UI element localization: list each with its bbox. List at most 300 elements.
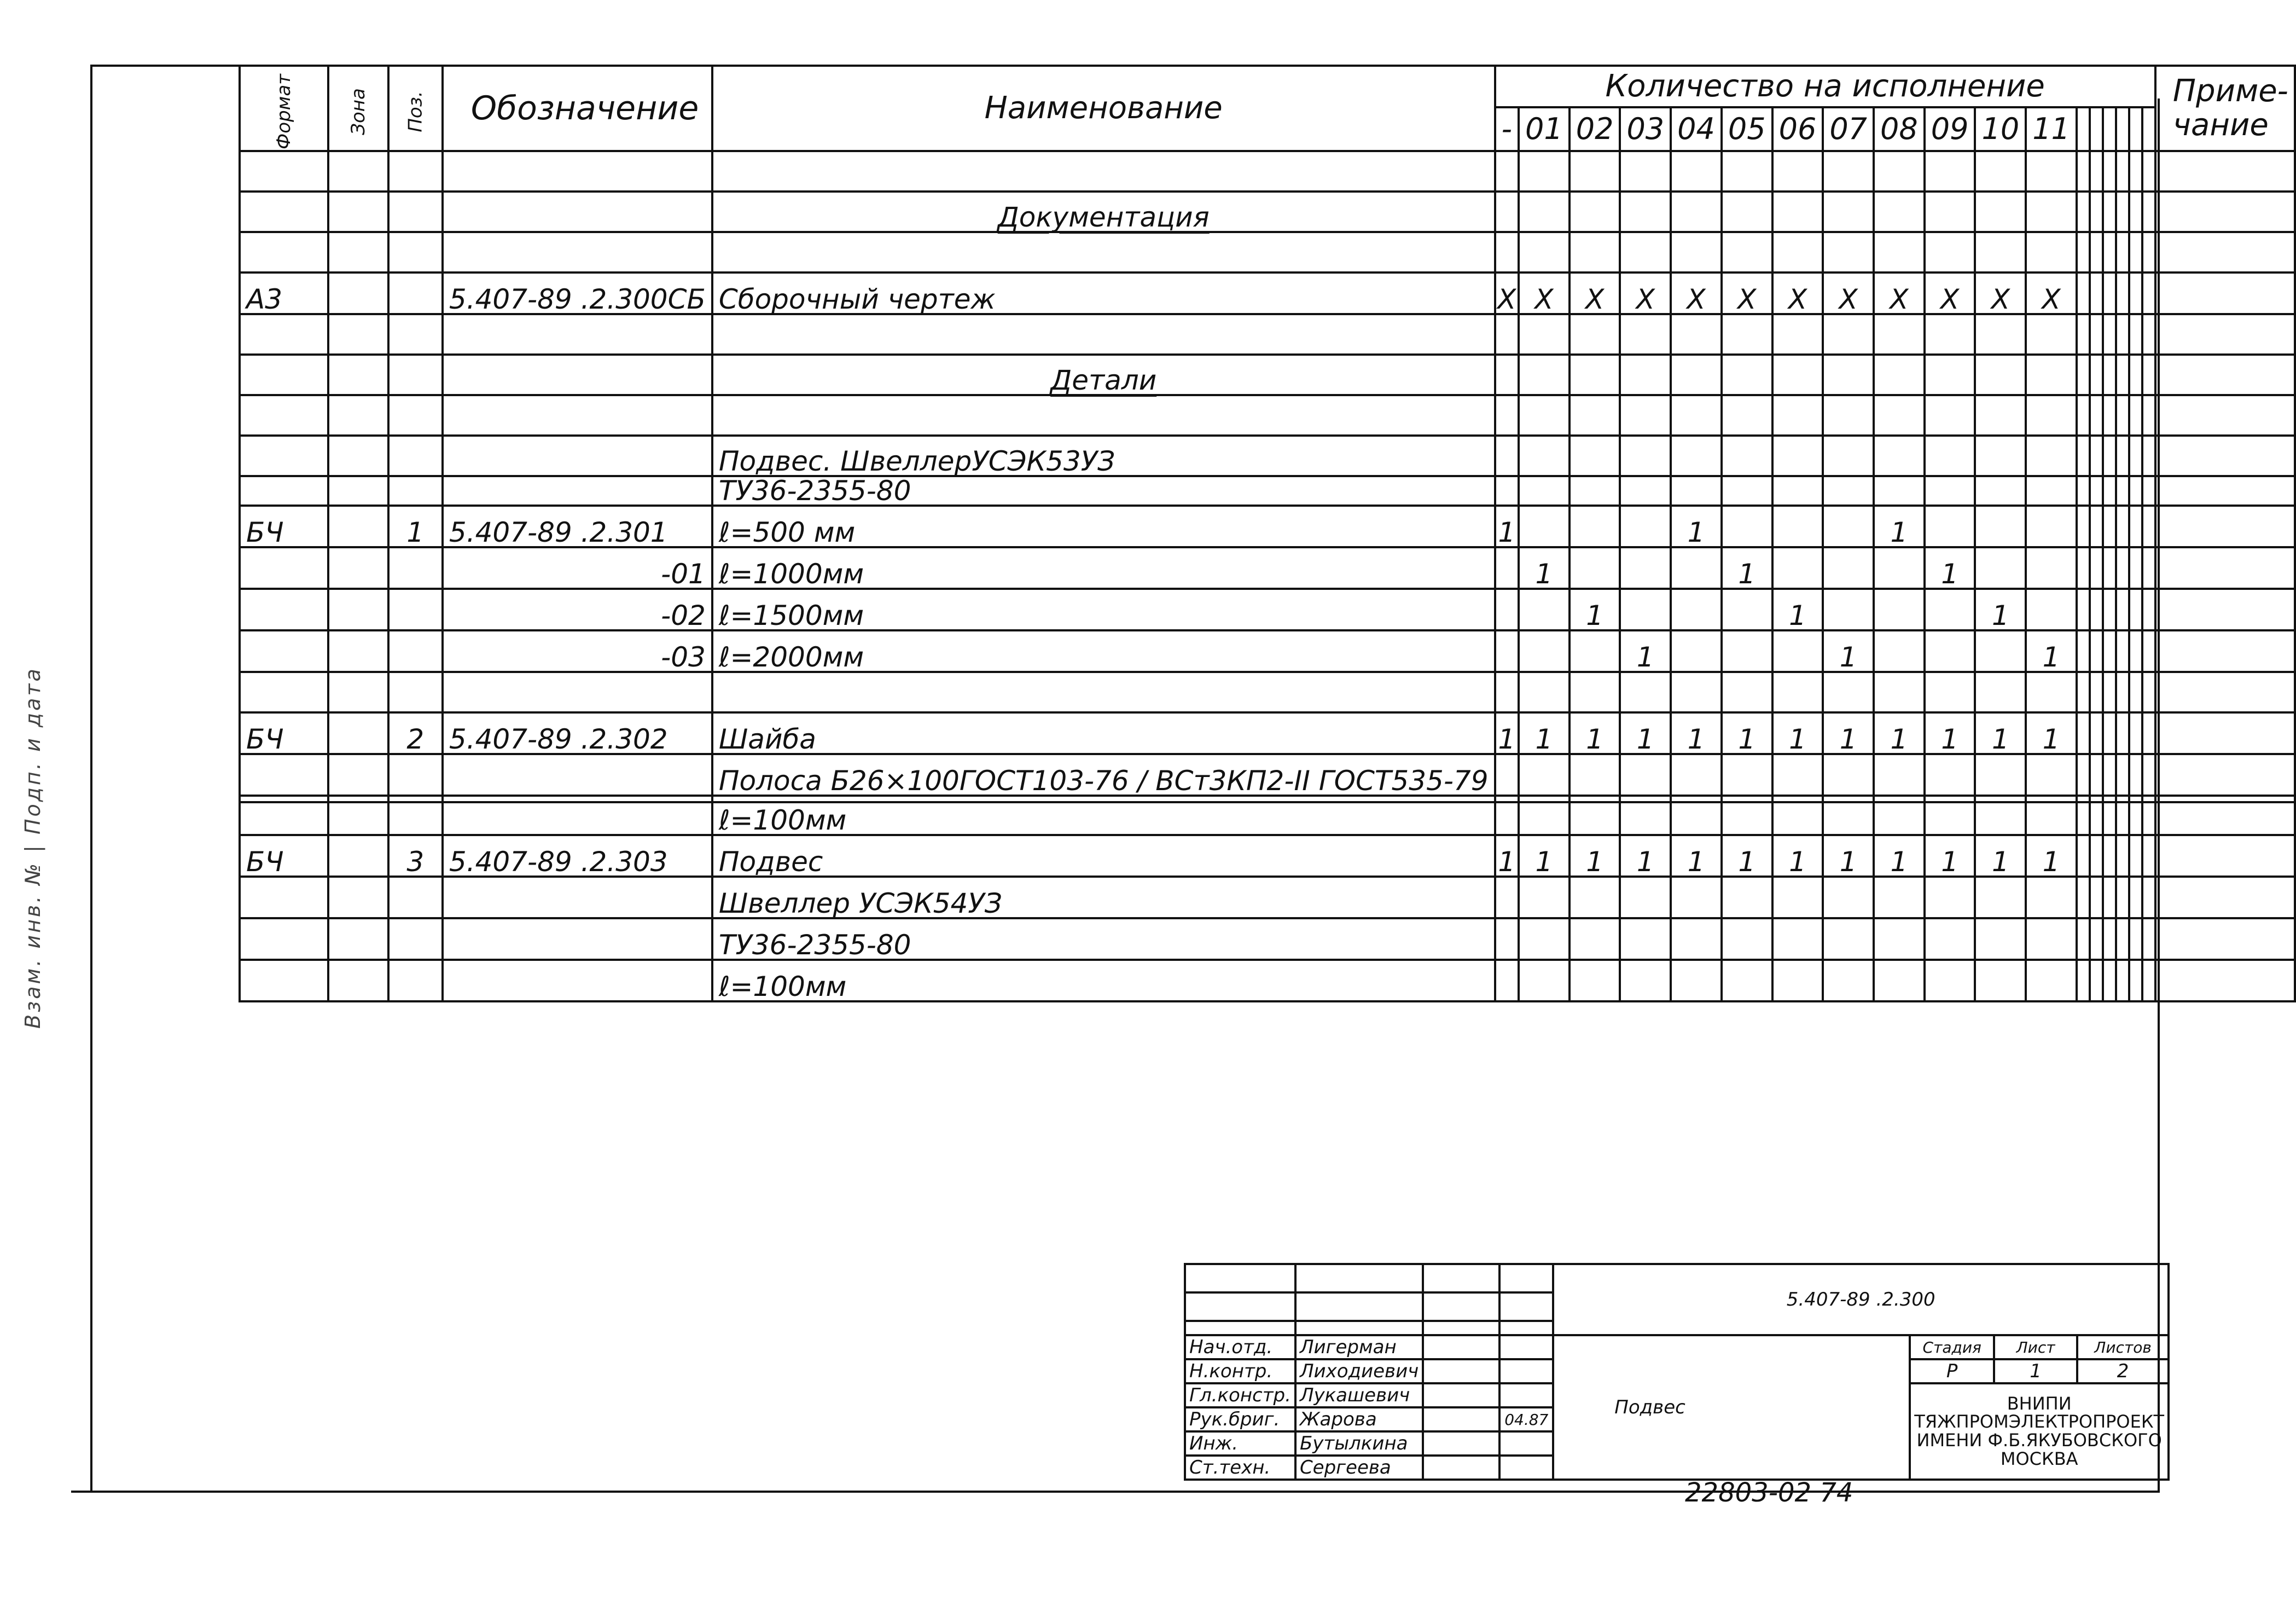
quantity-empty-cell <box>2142 436 2155 476</box>
variant-header-empty <box>2077 107 2090 151</box>
quantity-cell <box>1570 314 1620 355</box>
note-cell <box>2155 835 2295 877</box>
quantity-cell <box>1874 802 1925 835</box>
pos-cell: 1 <box>388 506 443 547</box>
designation-cell <box>443 355 712 395</box>
quantity-cell <box>1671 960 1722 1001</box>
quantity-cell <box>1975 960 2026 1001</box>
quantity-empty-cell <box>2077 589 2090 630</box>
doc-name: Подвес <box>1553 1335 1910 1480</box>
quantity-cell <box>1570 630 1620 672</box>
quantity-cell <box>1975 355 2026 395</box>
quantity-cell <box>1570 151 1620 192</box>
zone-cell <box>328 151 388 192</box>
quantity-empty-cell <box>2116 802 2129 835</box>
quantity-cell: X <box>1722 273 1772 314</box>
signer-name: Лиходиевич <box>1295 1359 1423 1383</box>
pos-cell <box>388 395 443 436</box>
quantity-empty-cell <box>2103 314 2116 355</box>
quantity-empty-cell <box>2077 232 2090 273</box>
quantity-cell <box>1772 754 1823 796</box>
quantity-cell <box>1925 960 1975 1001</box>
quantity-cell <box>1570 476 1620 506</box>
quantity-cell <box>1495 476 1519 506</box>
quantity-cell <box>1495 232 1519 273</box>
quantity-empty-cell <box>2103 712 2116 754</box>
zone-cell <box>328 232 388 273</box>
note-cell <box>2155 151 2295 192</box>
name-cell <box>712 314 1495 355</box>
quantity-cell <box>1722 630 1772 672</box>
quantity-cell: X <box>1495 273 1519 314</box>
signer-name: Жарова <box>1295 1407 1423 1431</box>
quantity-cell <box>1772 314 1823 355</box>
quantity-cell <box>1620 547 1671 589</box>
quantity-cell: 1 <box>1519 547 1570 589</box>
quantity-empty-cell <box>2142 796 2155 802</box>
quantity-cell <box>1570 192 1620 232</box>
quantity-empty-cell <box>2142 589 2155 630</box>
designation-cell: 5.407-89 .2.301 <box>443 506 712 547</box>
quantity-empty-cell <box>2103 151 2116 192</box>
quantity-cell: 1 <box>2026 630 2077 672</box>
note-cell <box>2155 960 2295 1001</box>
quantity-cell <box>1671 436 1722 476</box>
quantity-cell <box>1620 314 1671 355</box>
organization <box>1910 1383 2169 1480</box>
variant-header: 02 <box>1570 107 1620 151</box>
table-row <box>240 506 2295 547</box>
note-cell <box>2155 506 2295 547</box>
format-cell <box>240 476 328 506</box>
tb-empty <box>1499 1264 1553 1292</box>
tb-empty <box>1499 1292 1553 1321</box>
quantity-empty-cell <box>2090 796 2103 802</box>
quantity-empty-cell <box>2116 314 2129 355</box>
designation-cell <box>443 672 712 712</box>
table-row <box>240 547 2295 589</box>
quantity-cell <box>1570 232 1620 273</box>
zone-cell <box>328 547 388 589</box>
quantity-cell: 1 <box>1671 835 1722 877</box>
quantity-cell: 1 <box>1570 712 1620 754</box>
date-cell <box>1499 1359 1553 1383</box>
quantity-empty-cell <box>2077 802 2090 835</box>
quantity-cell <box>1874 232 1925 273</box>
quantity-cell <box>1823 918 1874 960</box>
quantity-cell <box>1620 436 1671 476</box>
quantity-empty-cell <box>2103 754 2116 796</box>
quantity-cell <box>1823 151 1874 192</box>
quantity-cell <box>1620 918 1671 960</box>
quantity-cell <box>1620 960 1671 1001</box>
quantity-cell: 1 <box>1975 589 2026 630</box>
header-name: Наименование <box>712 66 1495 151</box>
quantity-empty-cell <box>2129 314 2142 355</box>
table-row <box>240 960 2295 1001</box>
quantity-empty-cell <box>2129 796 2142 802</box>
designation-cell: -01 <box>443 547 712 589</box>
quantity-empty-cell <box>2103 796 2116 802</box>
quantity-cell <box>1772 232 1823 273</box>
quantity-empty-cell <box>2129 476 2142 506</box>
tb-empty <box>1499 1321 1553 1335</box>
format-cell <box>240 151 328 192</box>
quantity-cell: 1 <box>1671 506 1722 547</box>
quantity-cell <box>1823 754 1874 796</box>
note-cell <box>2155 630 2295 672</box>
quantity-cell: 1 <box>1772 589 1823 630</box>
quantity-cell: X <box>1570 273 1620 314</box>
zone-cell <box>328 395 388 436</box>
org-line3: ИМЕНИ Ф.Б.ЯКУБОВСКОГО <box>1916 1430 2162 1451</box>
quantity-cell <box>1772 151 1823 192</box>
quantity-cell <box>1722 918 1772 960</box>
quantity-cell <box>1874 395 1925 436</box>
format-cell <box>240 589 328 630</box>
quantity-cell <box>1722 877 1772 918</box>
name-cell <box>712 232 1495 273</box>
quantity-empty-cell <box>2129 754 2142 796</box>
variant-header-empty <box>2116 107 2129 151</box>
quantity-cell <box>1671 630 1722 672</box>
format-cell: БЧ <box>240 835 328 877</box>
format-cell <box>240 355 328 395</box>
name-cell: Подвес. ШвеллерУСЭК53УЗ <box>712 436 1495 476</box>
quantity-empty-cell <box>2129 355 2142 395</box>
quantity-cell <box>1772 506 1823 547</box>
format-cell <box>240 192 328 232</box>
quantity-empty-cell <box>2116 877 2129 918</box>
quantity-empty-cell <box>2090 918 2103 960</box>
quantity-cell <box>2026 436 2077 476</box>
quantity-cell <box>1874 192 1925 232</box>
stage-label: Стадия <box>1910 1335 1994 1359</box>
quantity-empty-cell <box>2129 436 2142 476</box>
format-cell <box>240 630 328 672</box>
quantity-empty-cell <box>2077 796 2090 802</box>
note-cell <box>2155 314 2295 355</box>
stage-value: Р <box>1910 1359 1994 1383</box>
quantity-empty-cell <box>2129 273 2142 314</box>
quantity-empty-cell <box>2129 960 2142 1001</box>
quantity-cell <box>1925 630 1975 672</box>
quantity-cell: 1 <box>1519 712 1570 754</box>
signer-name: Сергеева <box>1295 1456 1423 1480</box>
quantity-cell: 1 <box>1495 506 1519 547</box>
quantity-cell <box>1925 192 1975 232</box>
header-quantity-title: Количество на исполнение <box>1495 66 2155 107</box>
name-cell: ℓ=2000мм <box>712 630 1495 672</box>
note-cell <box>2155 547 2295 589</box>
quantity-cell <box>2026 754 2077 796</box>
quantity-empty-cell <box>2116 192 2129 232</box>
quantity-cell: 1 <box>1722 835 1772 877</box>
quantity-cell <box>1519 151 1570 192</box>
quantity-cell <box>1975 547 2026 589</box>
pos-cell <box>388 476 443 506</box>
quantity-cell <box>1495 754 1519 796</box>
quantity-empty-cell <box>2116 672 2129 712</box>
quantity-empty-cell <box>2116 395 2129 436</box>
quantity-cell <box>1772 918 1823 960</box>
variant-header: 03 <box>1620 107 1671 151</box>
quantity-cell <box>1823 547 1874 589</box>
quantity-cell <box>1519 436 1570 476</box>
org-line4: МОСКВА <box>2000 1448 2078 1469</box>
designation-cell <box>443 754 712 796</box>
zone-cell <box>328 476 388 506</box>
header-designation: Обозначение <box>443 66 712 151</box>
quantity-cell <box>1570 506 1620 547</box>
format-cell <box>240 754 328 796</box>
quantity-empty-cell <box>2090 712 2103 754</box>
quantity-cell <box>1519 395 1570 436</box>
name-cell <box>712 355 1495 395</box>
quantity-cell <box>1722 802 1772 835</box>
quantity-cell <box>1519 314 1570 355</box>
quantity-empty-cell <box>2116 630 2129 672</box>
quantity-cell: 1 <box>1620 630 1671 672</box>
designation-cell <box>443 395 712 436</box>
quantity-cell <box>2026 314 2077 355</box>
pos-cell <box>388 960 443 1001</box>
quantity-empty-cell <box>2116 506 2129 547</box>
quantity-cell <box>1722 960 1772 1001</box>
zone-cell <box>328 835 388 877</box>
quantity-cell <box>2026 796 2077 802</box>
table-row <box>240 476 2295 506</box>
pos-cell <box>388 796 443 802</box>
quantity-cell <box>1925 232 1975 273</box>
header-note-line2: чание <box>2172 107 2269 143</box>
tb-empty <box>1185 1321 1295 1335</box>
quantity-cell <box>1925 802 1975 835</box>
quantity-cell <box>1495 192 1519 232</box>
pos-cell <box>388 672 443 712</box>
quantity-cell <box>2026 355 2077 395</box>
quantity-empty-cell <box>2077 355 2090 395</box>
quantity-cell <box>1874 877 1925 918</box>
signer-name: Лигерман <box>1295 1335 1423 1359</box>
quantity-empty-cell <box>2090 672 2103 712</box>
quantity-empty-cell <box>2090 192 2103 232</box>
quantity-empty-cell <box>2090 314 2103 355</box>
format-cell: А3 <box>240 273 328 314</box>
format-cell <box>240 796 328 802</box>
quantity-empty-cell <box>2142 877 2155 918</box>
quantity-cell <box>1495 355 1519 395</box>
pos-cell <box>388 151 443 192</box>
quantity-cell <box>1772 802 1823 835</box>
quantity-cell <box>1495 589 1519 630</box>
signature-cell <box>1423 1407 1499 1431</box>
table-row <box>240 355 2295 395</box>
quantity-empty-cell <box>2129 802 2142 835</box>
quantity-cell <box>1823 802 1874 835</box>
quantity-empty-cell <box>2129 835 2142 877</box>
pos-cell <box>388 630 443 672</box>
quantity-cell <box>1570 918 1620 960</box>
quantity-cell <box>1671 802 1722 835</box>
table-row <box>240 192 2295 232</box>
quantity-cell <box>1874 754 1925 796</box>
quantity-empty-cell <box>2142 835 2155 877</box>
designation-cell: 5.407-89 .2.302 <box>443 712 712 754</box>
quantity-cell: 1 <box>1671 712 1722 754</box>
quantity-cell <box>1722 589 1772 630</box>
quantity-cell <box>2026 506 2077 547</box>
zone-cell <box>328 630 388 672</box>
quantity-cell <box>1671 476 1722 506</box>
quantity-cell <box>1519 960 1570 1001</box>
quantity-cell: 1 <box>1722 547 1772 589</box>
quantity-cell <box>1874 672 1925 712</box>
designation-cell <box>443 918 712 960</box>
quantity-cell: 1 <box>2026 712 2077 754</box>
quantity-cell <box>1823 877 1874 918</box>
quantity-cell <box>1823 192 1874 232</box>
note-cell <box>2155 918 2295 960</box>
quantity-cell <box>1570 672 1620 712</box>
quantity-cell <box>2026 476 2077 506</box>
quantity-cell <box>1823 476 1874 506</box>
signature-cell <box>1423 1456 1499 1480</box>
quantity-cell: 1 <box>1620 835 1671 877</box>
quantity-empty-cell <box>2077 395 2090 436</box>
quantity-cell <box>1495 672 1519 712</box>
quantity-empty-cell <box>2077 273 2090 314</box>
tb-empty <box>1295 1264 1423 1292</box>
format-cell <box>240 960 328 1001</box>
quantity-empty-cell <box>2116 712 2129 754</box>
quantity-cell <box>1671 589 1722 630</box>
quantity-cell <box>1671 672 1722 712</box>
pos-cell <box>388 754 443 796</box>
quantity-cell <box>1519 754 1570 796</box>
quantity-cell <box>1570 802 1620 835</box>
format-cell: БЧ <box>240 712 328 754</box>
quantity-cell <box>2026 232 2077 273</box>
specification-table <box>239 65 2296 1002</box>
quantity-cell <box>1495 918 1519 960</box>
quantity-empty-cell <box>2129 630 2142 672</box>
quantity-cell: X <box>1620 273 1671 314</box>
tb-empty <box>1423 1321 1499 1335</box>
tb-empty <box>1423 1264 1499 1292</box>
format-cell <box>240 232 328 273</box>
quantity-empty-cell <box>2077 151 2090 192</box>
zone-cell <box>328 314 388 355</box>
table-row <box>240 712 2295 754</box>
zone-cell <box>328 712 388 754</box>
quantity-empty-cell <box>2103 506 2116 547</box>
designation-cell: 5.407-89 .2.300СБ <box>443 273 712 314</box>
quantity-cell <box>1823 960 1874 1001</box>
quantity-empty-cell <box>2077 712 2090 754</box>
name-cell: ℓ=1000мм <box>712 547 1495 589</box>
quantity-cell <box>1772 355 1823 395</box>
date-cell <box>1499 1335 1553 1359</box>
quantity-cell: 1 <box>1925 835 1975 877</box>
quantity-cell <box>1874 355 1925 395</box>
quantity-empty-cell <box>2116 589 2129 630</box>
org-line1: ВНИПИ <box>2007 1393 2072 1414</box>
designation-cell <box>443 796 712 802</box>
tb-empty <box>1423 1292 1499 1321</box>
quantity-cell <box>1823 672 1874 712</box>
zone-cell <box>328 796 388 802</box>
quantity-empty-cell <box>2103 547 2116 589</box>
quantity-empty-cell <box>2116 918 2129 960</box>
quantity-cell <box>1495 547 1519 589</box>
quantity-cell <box>1975 754 2026 796</box>
quantity-cell <box>2026 918 2077 960</box>
quantity-cell: 1 <box>2026 835 2077 877</box>
quantity-empty-cell <box>2103 589 2116 630</box>
quantity-cell <box>1975 506 2026 547</box>
quantity-cell: 1 <box>1772 712 1823 754</box>
quantity-empty-cell <box>2090 630 2103 672</box>
quantity-cell <box>1570 796 1620 802</box>
quantity-cell <box>2026 192 2077 232</box>
quantity-cell <box>1519 918 1570 960</box>
specification-body <box>240 151 2295 1001</box>
quantity-empty-cell <box>2103 192 2116 232</box>
section-title: Детали <box>1050 364 1157 396</box>
variant-header: 01 <box>1519 107 1570 151</box>
quantity-cell <box>1570 436 1620 476</box>
quantity-cell <box>1874 796 1925 802</box>
quantity-empty-cell <box>2129 506 2142 547</box>
quantity-empty-cell <box>2090 877 2103 918</box>
quantity-cell <box>1772 436 1823 476</box>
pos-cell <box>388 355 443 395</box>
quantity-cell <box>1975 232 2026 273</box>
variant-header: 08 <box>1874 107 1925 151</box>
quantity-cell <box>1671 395 1722 436</box>
quantity-cell: X <box>1772 273 1823 314</box>
designation-cell <box>443 802 712 835</box>
quantity-empty-cell <box>2142 547 2155 589</box>
zone-cell <box>328 672 388 712</box>
quantity-empty-cell <box>2077 960 2090 1001</box>
quantity-empty-cell <box>2090 960 2103 1001</box>
table-row <box>240 436 2295 476</box>
variant-header-empty <box>2142 107 2155 151</box>
quantity-cell <box>1570 547 1620 589</box>
quantity-empty-cell <box>2090 802 2103 835</box>
zone-cell <box>328 960 388 1001</box>
quantity-cell <box>1671 918 1722 960</box>
name-cell: Сборочный чертеж <box>712 273 1495 314</box>
quantity-cell <box>1519 877 1570 918</box>
designation-cell <box>443 960 712 1001</box>
table-row <box>240 314 2295 355</box>
quantity-cell <box>1495 630 1519 672</box>
quantity-cell <box>1570 877 1620 918</box>
designation-cell: -03 <box>443 630 712 672</box>
quantity-cell <box>1620 232 1671 273</box>
quantity-cell <box>1620 355 1671 395</box>
quantity-cell <box>1722 314 1772 355</box>
quantity-cell <box>2026 802 2077 835</box>
quantity-empty-cell <box>2142 754 2155 796</box>
quantity-cell: X <box>1519 273 1570 314</box>
quantity-empty-cell <box>2129 395 2142 436</box>
note-cell <box>2155 476 2295 506</box>
quantity-cell <box>1772 395 1823 436</box>
